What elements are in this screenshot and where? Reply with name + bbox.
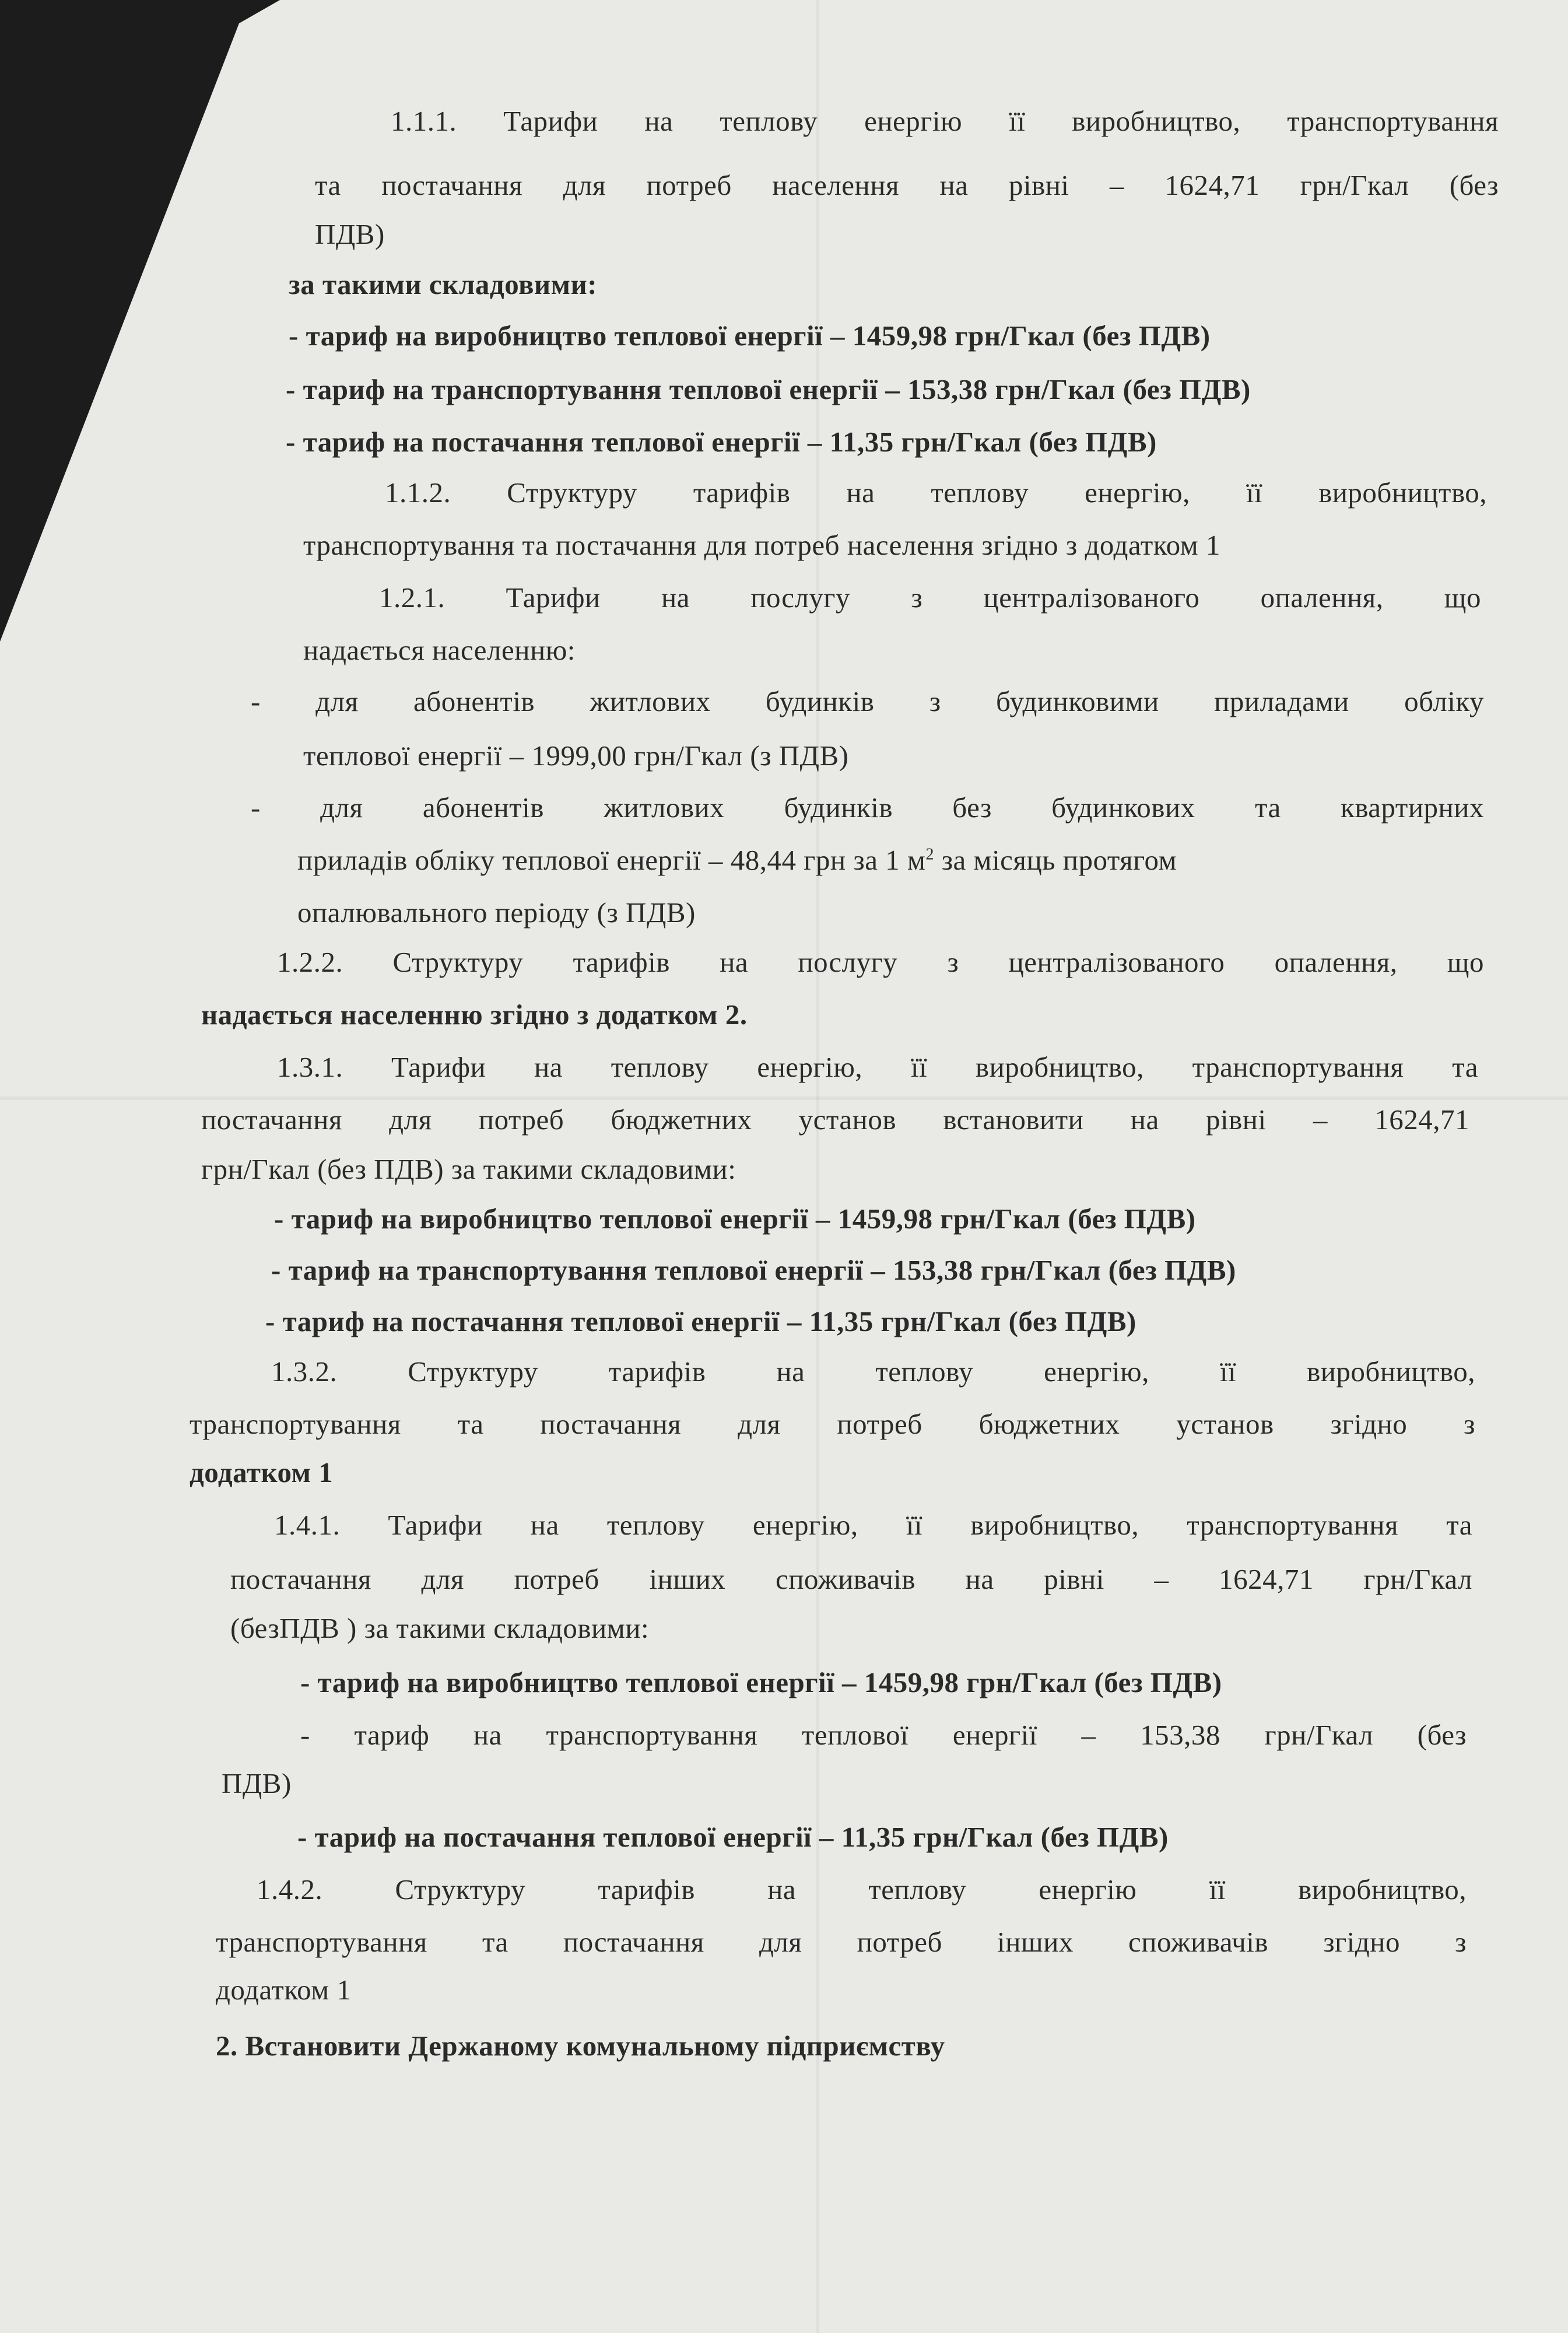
text-line: додатком 1	[216, 1974, 352, 2006]
list-item: - тариф на транспортування теплової енергії – 153,38 грн/Гкал (без ПДВ)	[271, 1254, 1236, 1286]
text-line: грн/Гкал (без ПДВ) за такими складовими:	[201, 1153, 736, 1185]
text-line: надається населенню згідно з додатком 2.	[201, 999, 748, 1031]
text-line: транспортування та постачання для потреб інших споживачів згідно з	[216, 1926, 1467, 1958]
text-line-1-2-1: 1.2.1. Тарифи на послугу з централізованого опалення, що	[379, 582, 1481, 614]
text-fragment: за місяць протягом	[934, 844, 1177, 876]
list-item: - для абонентів житлових будинків з будинковими приладами обліку	[251, 685, 1484, 717]
text-line: транспортування та постачання для потреб бюджетних установ згідно з	[190, 1408, 1475, 1440]
list-item: - тариф на виробництво теплової енергії – 1459,98 грн/Гкал (без ПДВ)	[274, 1203, 1196, 1235]
text-line-1-3-2: 1.3.2. Структуру тарифів на теплову енергію, її виробництво,	[271, 1355, 1475, 1388]
text-line-with-superscript	[297, 843, 1484, 878]
text-line-1-4-1: 1.4.1. Тарифи на теплову енергію, її виробництво, транспортування та	[274, 1509, 1472, 1541]
text-line-1-4-2: 1.4.2. Структуру тарифів на теплову енергію її виробництво,	[257, 1873, 1467, 1905]
list-item: - для абонентів житлових будинків без будинкових та квартирних	[251, 791, 1484, 824]
list-item: - тариф на транспортування теплової енергії – 153,38 грн/Гкал (без	[300, 1719, 1467, 1751]
text-line: додатком 1	[190, 1456, 334, 1488]
text-line: постачання для потреб бюджетних установ встановити на рівні – 1624,71	[201, 1104, 1469, 1136]
text-line: за такими складовими:	[289, 268, 598, 300]
list-item: - тариф на виробництво теплової енергії – 1459,98 грн/Гкал (без ПДВ)	[289, 320, 1211, 352]
text-line: надається населенню:	[303, 634, 576, 666]
text-line-1-2-2: 1.2.2. Структуру тарифів на послугу з централізованого опалення, що	[277, 946, 1484, 978]
list-item: - тариф на транспортування теплової енергії – 153,38 грн/Гкал (без ПДВ)	[286, 373, 1251, 405]
list-item: - тариф на виробництво теплової енергії – 1459,98 грн/Гкал (без ПДВ)	[300, 1666, 1222, 1698]
text-fragment: приладів обліку теплової енергії – 48,44 грн за 1 м	[297, 844, 926, 876]
text-line: та постачання для потреб населення на рівні – 1624,71 грн/Гкал (без	[315, 169, 1499, 201]
scan-edge-shadow	[0, 0, 280, 642]
superscript: 2	[925, 845, 934, 864]
text-line: ПДВ)	[315, 218, 385, 250]
text-line: ПДВ)	[222, 1767, 292, 1799]
list-item: - тариф на постачання теплової енергії – 11,35 грн/Гкал (без ПДВ)	[265, 1305, 1136, 1337]
text-line: опалювального періоду (з ПДВ)	[297, 896, 696, 929]
text-line: постачання для потреб інших споживачів на рівні – 1624,71 грн/Гкал	[230, 1563, 1472, 1595]
list-item: - тариф на постачання теплової енергії – 11,35 грн/Гкал (без ПДВ)	[297, 1821, 1169, 1853]
text-line-1-3-1: 1.3.1. Тарифи на теплову енергію, її виробництво, транспортування та	[277, 1051, 1478, 1083]
text-line: теплової енергії – 1999,00 грн/Гкал (з ПДВ)	[303, 740, 849, 772]
paper-fold	[0, 1097, 1568, 1100]
text-line: транспортування та постачання для потреб населення згідно з додатком 1	[303, 529, 1220, 561]
text-line-item-2: 2. Встановити Держаному комунальному підприємству	[216, 2030, 945, 2062]
text-line: (безПДВ ) за такими складовими:	[230, 1612, 650, 1644]
text-line-1-1-1: 1.1.1. Тарифи на теплову енергію її виробництво, транспортування	[391, 105, 1499, 137]
list-item: - тариф на постачання теплової енергії – 11,35 грн/Гкал (без ПДВ)	[286, 426, 1157, 458]
text-line-1-1-2: 1.1.2. Структуру тарифів на теплову енергію, її виробництво,	[385, 477, 1487, 509]
